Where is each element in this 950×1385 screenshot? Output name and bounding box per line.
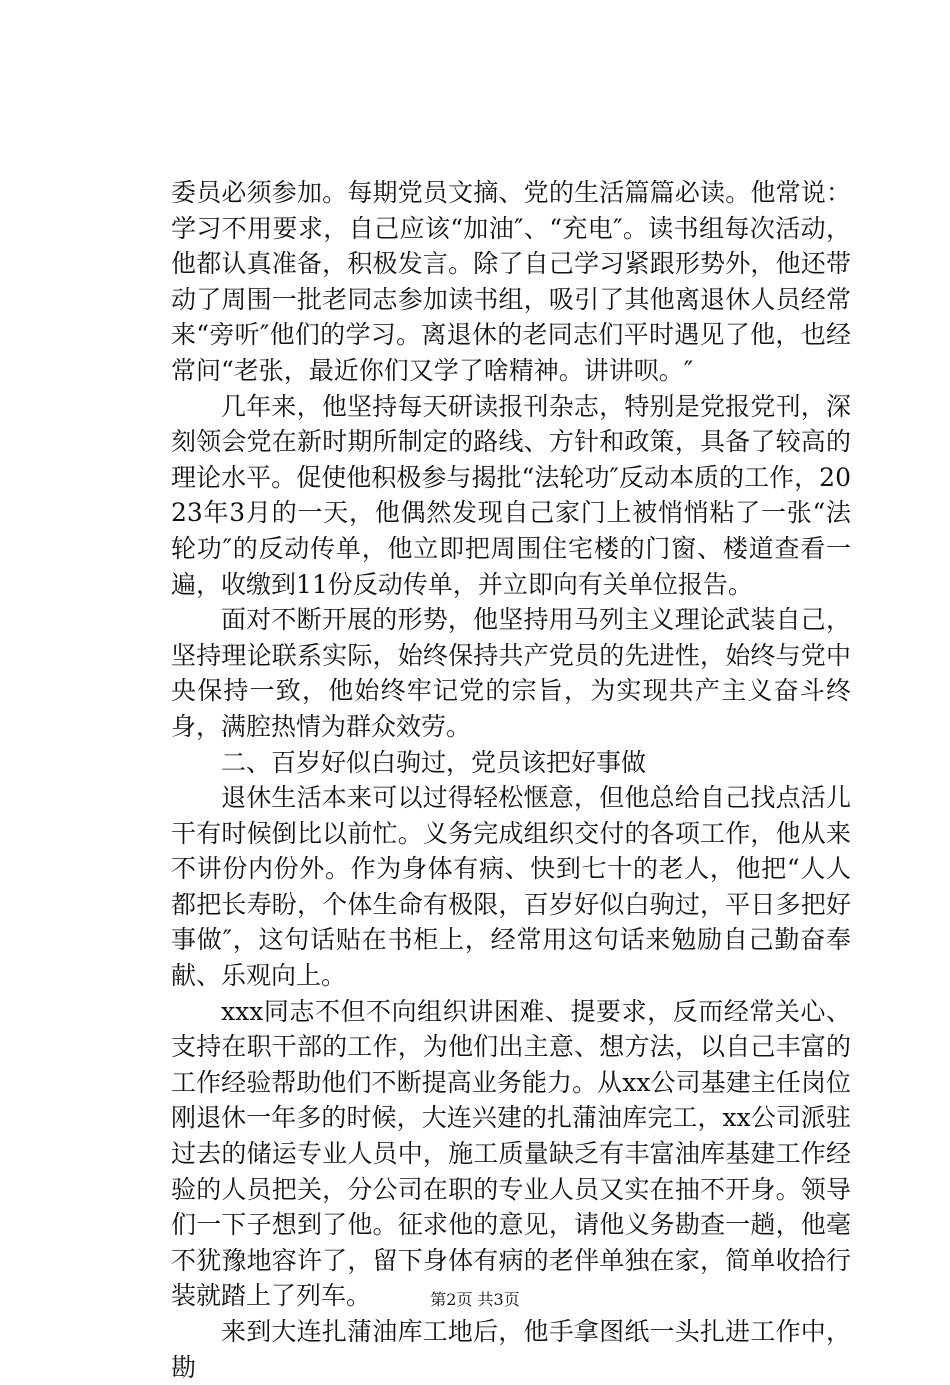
paragraph-retirement-life: 退休生活本来可以过得轻松惬意，但他总给自己找点活儿干有时候倒比以前忙。义务完成组织交付的各项工作，他从来不讲份内份外。作为身体有病、快到七十的老人，他把“人人都把长寿盼，个体生命有极限，百岁好似白驹过，平日多把好事做″，这句话贴在书柜上，经常用这句话来勉励自己勤奋奉献、乐观向上。 [171, 783, 851, 991]
paragraph-study-newspapers: 几年来，他坚持每天研读报刊杂志，特别是党报党刊，深刻领会党在新时期所制定的路线、方针和政策，具备了较高的理论水平。促使他积极参与揭批“法轮功″反动本质的工作，2023年3月的一天，他偶然发现自己家门上被悄悄粘了一张“法轮功″的反动传单，他立即把周围住宅楼的门窗、楼道查看一遍，收缴到11份反动传单，并立即向有关单位报告。 [171, 391, 851, 599]
section-heading-two: 二、百岁好似白驹过，党员该把好事做 [221, 747, 647, 777]
page-footer: 第2页 共3页 [430, 1290, 520, 1309]
paragraph-support-cadres: xxx同志不但不向组织讲困难、提要求，反而经常关心、支持在职干部的工作，为他们出主意、想方法，以自己丰富的工作经验帮助他们不断提高业务能力。从xx公司基建主任岗位刚退休一年多的时候，大连兴建的扎蒲油库完工，xx公司派驻过去的储运专业人员中，施工质量缺乏有丰富油库基建工作经验的人员把关，分公司在职的专业人员又实在抽不开身。领导们一下子想到了他。征求他的意见，请他义务勘查一趟，他毫不犹豫地容许了，留下身体有病的老伴单独在家，简单收拾行装就踏上了列车。 [171, 996, 851, 1311]
paragraph-dalian-site: 来到大连扎蒲油库工地后，他手拿图纸一头扎进工作中，勘 [171, 1317, 851, 1382]
paragraph-theory-arming: 面对不断开展的形势，他坚持用马列主义理论武装自己，坚持理论联系实际，始终保持共产党员的先进性，始终与党中央保持一致，他始终牢记党的宗旨，为实现共产主义奋斗终身，满腔热情为群众效劳。 [171, 605, 851, 741]
document-body [171, 175, 851, 1385]
paragraph-continuation: 委员必须参加。每期党员文摘、党的生活篇篇必读。他常说：学习不用要求，自己应该“加油″、“充电″。读书组每次活动，他都认真准备，积极发言。除了自己学习紧跟形势外，他还带动了周围一批老同志参加读书组，吸引了其他离退休人员经常来“旁听″他们的学习。离退休的老同志们平时遇见了他，也经常问“老张，最近你们又学了啥精神。讲讲呗。″ [171, 178, 851, 385]
